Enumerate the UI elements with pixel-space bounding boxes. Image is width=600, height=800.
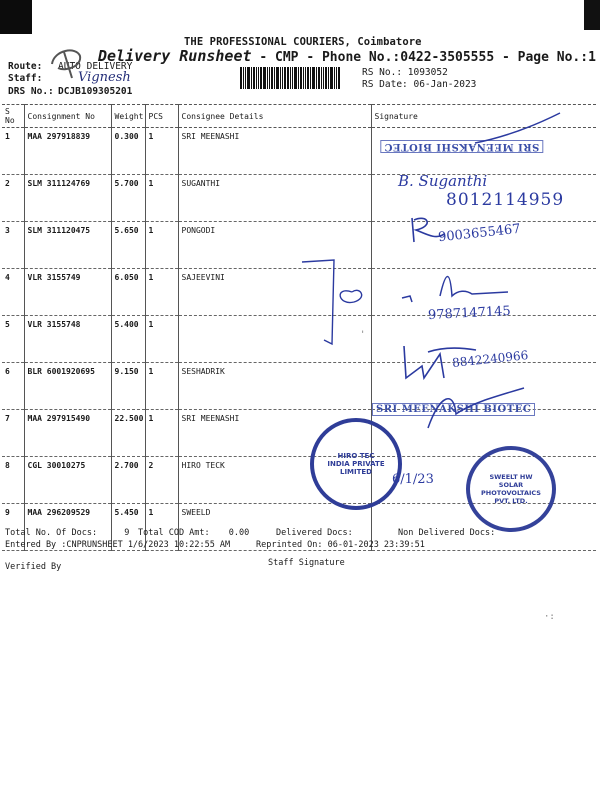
title-italic: Delivery Runsheet: [98, 47, 252, 65]
consignment-cell: BLR 6001920695: [24, 363, 111, 410]
weight-cell: 2.700: [111, 457, 145, 504]
barcode-bar: [338, 67, 340, 89]
consignment-cell: MAA 297915490: [24, 410, 111, 457]
barcode-bar: [243, 67, 244, 89]
signature-stroke: [400, 266, 510, 306]
barcode-bar: [263, 67, 266, 89]
seal-text: SWEELT HW SOLAR PHOTOVOLTAICS PVT. LTD.: [481, 473, 541, 505]
serial-cell: 2: [2, 175, 24, 222]
drs-number: DCJB109305201: [58, 86, 133, 97]
barcode-bar: [307, 67, 309, 89]
delivered-docs: Delivered Docs:: [276, 528, 353, 538]
consignee-cell: SESHADRIK: [178, 363, 371, 410]
barcode-bar: [336, 67, 337, 89]
consignee-cell: HIRO TECK: [178, 457, 371, 504]
seal-text: HIRO TEC INDIA PRIVATE LIMITED: [327, 452, 385, 476]
barcode-bar: [330, 67, 333, 89]
signature-phone: 9003655467: [437, 221, 522, 246]
barcode-bar: [316, 67, 317, 89]
serial-cell: 8: [2, 457, 24, 504]
column-header: Consignee Details: [178, 105, 371, 128]
consignment-cell: CGL 30010275: [24, 457, 111, 504]
consignment-cell: MAA 296209529: [24, 504, 111, 551]
barcode-bar: [284, 67, 286, 89]
drs-label: DRS No.:: [8, 86, 54, 97]
serial-cell: 5: [2, 316, 24, 363]
staff-label: Staff:: [8, 73, 43, 84]
barcode-bar: [245, 67, 246, 89]
consignee-cell: PONGODI: [178, 222, 371, 269]
pcs-cell: 1: [145, 222, 178, 269]
consignee-cell: SWEELD: [178, 504, 371, 551]
barcode-bar: [280, 67, 281, 89]
signature-phone: 8012114959: [446, 190, 565, 210]
weight-cell: 5.450: [111, 504, 145, 551]
biotec-stamp: SRI MEENAKSHI BIOTEC: [372, 403, 535, 416]
route-label: Route:: [8, 61, 43, 72]
scan-speck: ': [360, 330, 366, 340]
barcode-bar: [253, 67, 255, 89]
signature-name: B. Suganthi: [398, 172, 488, 190]
barcode-bar: [300, 67, 302, 89]
weight-cell: 5.650: [111, 222, 145, 269]
company-seal: [466, 446, 556, 532]
pcs-cell: 1: [145, 363, 178, 410]
pen-scribble: [46, 42, 88, 82]
consignment-cell: SLM 311124769: [24, 175, 111, 222]
serial-cell: 7: [2, 410, 24, 457]
weight-cell: 6.050: [111, 269, 145, 316]
signature-stroke: [420, 384, 530, 430]
company-seal: [310, 418, 402, 510]
barcode-bar: [321, 67, 322, 89]
staff-signature: Staff Signature: [268, 558, 345, 568]
serial-cell: 1: [2, 128, 24, 175]
serial-cell: 3: [2, 222, 24, 269]
consignment-cell: VLR 3155749: [24, 269, 111, 316]
barcode-bar: [287, 67, 289, 89]
consignee-cell: SAJEEVINI: [178, 269, 371, 316]
serial-cell: 9: [2, 504, 24, 551]
cod-value: 0.00: [228, 528, 250, 538]
barcode-bar: [323, 67, 324, 89]
barcode-bar: [290, 67, 291, 89]
barcode-bar: [258, 67, 259, 89]
weight-cell: 22.500: [111, 410, 145, 457]
barcode-bar: [271, 67, 273, 89]
weight-cell: 9.150: [111, 363, 145, 410]
total-cod: [138, 528, 249, 538]
barcode-bar: [318, 67, 320, 89]
rs-number: RS No.: 1093052: [362, 67, 448, 78]
entered-by: Entered By :CNPRUNSHEET 1/6/2023 10:22:55 AM: [5, 540, 231, 550]
rs-date: RS Date: 06-Jan-2023: [362, 79, 477, 90]
pcs-cell: 2: [145, 457, 178, 504]
weight-cell: 5.700: [111, 175, 145, 222]
route-value: AUTO DELIVERY: [58, 61, 133, 72]
scan-speck: ·:: [544, 612, 555, 622]
pcs-cell: 1: [145, 128, 178, 175]
signature-stroke: [470, 108, 570, 148]
barcode-bar: [310, 67, 311, 89]
barcode-bar: [240, 67, 242, 89]
weight-cell: 0.300: [111, 128, 145, 175]
non-delivered-docs: Non Delivered Docs:: [398, 528, 496, 538]
barcode-bar: [267, 67, 268, 89]
barcode-bar: [260, 67, 262, 89]
barcode-bar: [274, 67, 275, 89]
cod-label: Total COD Amt:: [138, 528, 210, 538]
barcode-bar: [298, 67, 299, 89]
barcode-bar: [328, 67, 329, 89]
consignee-cell: SRI MEENASHI: [178, 410, 371, 457]
reprinted-on: Reprinted On: 06-01-2023 23:39:51: [256, 540, 425, 550]
signature-phone: 9787147145: [427, 303, 512, 324]
pcs-cell: 1: [145, 410, 178, 457]
scan-shadow: [584, 0, 600, 30]
consignee-cell: SUGANTHI: [178, 175, 371, 222]
staff-handwriting: Vignesh: [78, 70, 131, 85]
company-name: THE PROFESSIONAL COURIERS, Coimbatore: [184, 36, 422, 48]
barcode-bar: [312, 67, 315, 89]
serial-cell: 4: [2, 269, 24, 316]
biotec-stamp: SRI MEENAKSHI BIOTEC: [380, 140, 543, 153]
barcode-bar: [247, 67, 250, 89]
consignment-cell: SLM 311120475: [24, 222, 111, 269]
column-header: Signature: [371, 105, 596, 128]
total-docs: [5, 528, 129, 538]
barcode-bar: [292, 67, 293, 89]
barcode-bar: [282, 67, 283, 89]
barcode-bar: [269, 67, 270, 89]
verified-by: Verified By: [5, 562, 62, 572]
barcode-bar: [276, 67, 279, 89]
serial-cell: 6: [2, 363, 24, 410]
consignee-cell: SRI MEENASHI: [178, 128, 371, 175]
barcode-bar: [305, 67, 306, 89]
title-rest: - CMP - Phone No.:0422-3505555 - Page No.:1: [259, 50, 596, 65]
total-docs-value: 9: [124, 528, 130, 538]
pcs-cell: 1: [145, 269, 178, 316]
barcode: [240, 67, 356, 89]
column-header: Weight: [111, 105, 145, 128]
barcode-bar: [334, 67, 335, 89]
barcode-bar: [294, 67, 297, 89]
barcode-bar: [325, 67, 327, 89]
consignment-cell: MAA 297918839: [24, 128, 111, 175]
barcode-bar: [251, 67, 252, 89]
scan-shadow: [0, 0, 32, 34]
column-header: Consignment No: [24, 105, 111, 128]
pcs-cell: 1: [145, 504, 178, 551]
total-docs-label: Total No. Of Docs:: [5, 528, 98, 538]
weight-cell: 5.400: [111, 316, 145, 363]
barcode-bar: [303, 67, 304, 89]
column-header: S No: [2, 105, 24, 128]
column-header: PCS: [145, 105, 178, 128]
signature-phone: 8842240966: [451, 348, 529, 370]
consignment-cell: VLR 3155748: [24, 316, 111, 363]
pcs-cell: 1: [145, 175, 178, 222]
signature-date: 6/1/23: [392, 472, 434, 487]
document-title: [98, 47, 596, 65]
barcode-bar: [256, 67, 257, 89]
pcs-cell: 1: [145, 316, 178, 363]
